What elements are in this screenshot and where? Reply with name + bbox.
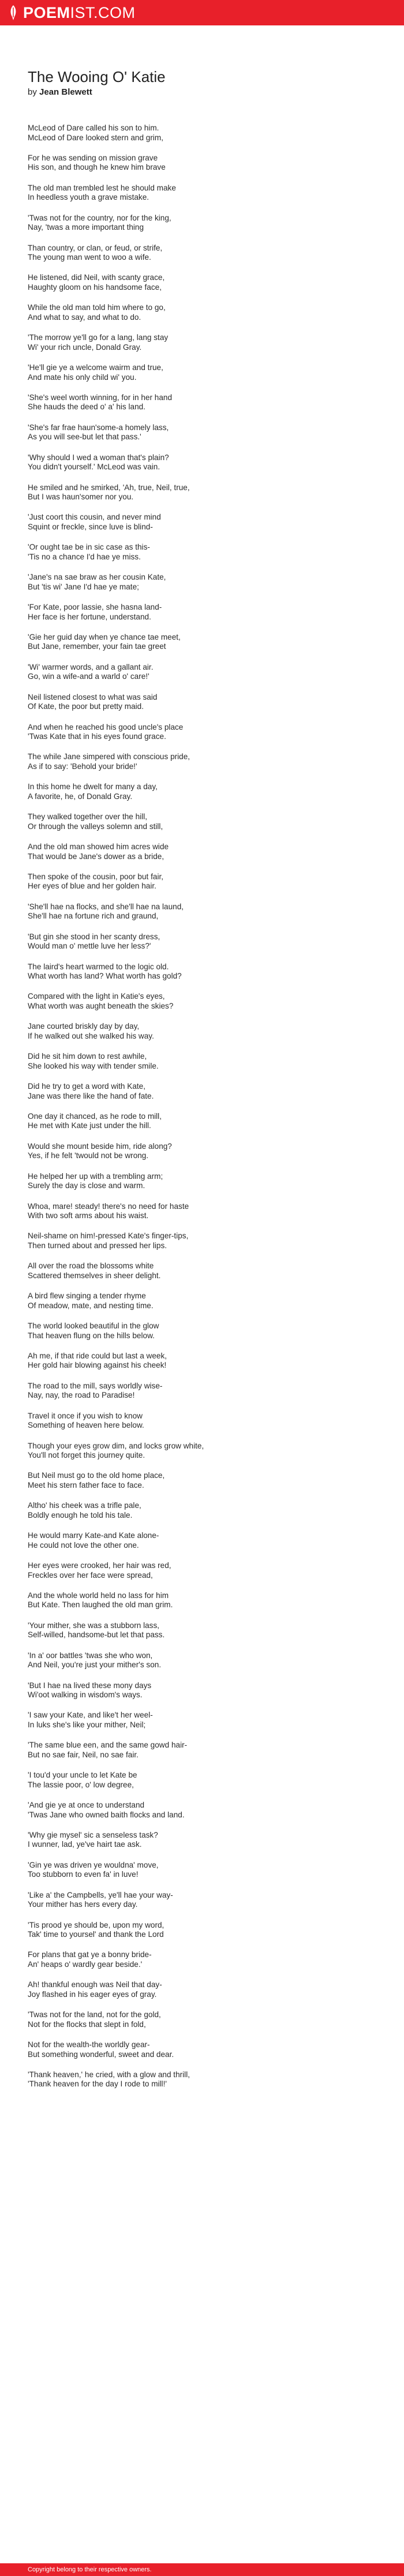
poem-line: 'She'll hae na flocks, and she'll hae na laund, [28, 902, 184, 911]
poem-line: Would man o' mettle luve her less?' [28, 942, 151, 951]
poem-line: Meet his stern father face to face. [28, 1480, 144, 1489]
poem-line: She'll hae na fortune rich and graund, [28, 912, 159, 921]
poem-line: A bird flew singing a tender rhyme [28, 1291, 146, 1301]
poem-line: If he walked out she walked his way. [28, 1031, 154, 1040]
poem-line: 'Or ought tae be in sic case as this- [28, 543, 150, 552]
poem-line: 'But I hae na lived these mony days [28, 1681, 152, 1690]
poem-line: But Neil must go to the old home place, [28, 1471, 165, 1480]
poem-line: But something wonderful, sweet and dear. [28, 2049, 174, 2059]
stanza [28, 1082, 374, 1101]
poem-line: Jane courted briskly day by day, [28, 1022, 140, 1031]
poem-line: As you will see-but let that pass.' [28, 432, 141, 442]
stanza [28, 752, 374, 771]
poem-line: Did he sit him down to rest awhile, [28, 1052, 147, 1061]
stanza [28, 154, 374, 173]
poem-line: Tak' time to yoursel' and thank the Lord [28, 1930, 164, 1939]
stanza [28, 1950, 374, 1969]
poem-line: 'I saw your Kate, and like't her weel- [28, 1711, 153, 1720]
quill-icon [8, 5, 18, 21]
poem-line: 'Wi' warmer words, and a gallant air. [28, 662, 154, 671]
poem-content [28, 68, 374, 2100]
poem-line: 'And gie ye at once to understand [28, 1801, 145, 1809]
top-bar [0, 0, 404, 25]
stanza [28, 1142, 374, 1161]
poem-line: But Kate. Then laughed the old man grim. [28, 1600, 173, 1610]
stanza [28, 1651, 374, 1670]
poem-line: Compared with the light in Katie's eyes, [28, 992, 165, 1001]
stanza [28, 962, 374, 981]
poem-line: McLeod of Dare looked stern and grim, [28, 133, 163, 142]
poem-line: Surely the day is close and warm. [28, 1181, 145, 1190]
poem-line: 'He'll gie ye a welcome wairm and true, [28, 363, 163, 372]
stanza [28, 1172, 374, 1191]
stanza [28, 1202, 374, 1221]
poem-line: But Jane, remember, your fain tae greet [28, 642, 166, 651]
poem-line: Scattered themselves in sheer delight. [28, 1271, 161, 1280]
poem-line: 'In a' oor battles 'twas she who won, [28, 1651, 153, 1660]
poem-line: 'Why should I wed a woman that's plain? [28, 453, 169, 462]
poem-line: For he was sending on mission grave [28, 153, 158, 162]
poem-line: In heedless youth a grave mistake. [28, 193, 149, 202]
poem-line: Ah me, if that ride could but last a week, [28, 1351, 167, 1360]
poem-line: Or through the valleys solemn and still, [28, 822, 163, 831]
poem-line: The road to the mill, says worldly wise- [28, 1381, 163, 1390]
poem-line: McLeod of Dare called his son to him. [28, 124, 159, 132]
poem-line: Self-willed, handsome-but let that pass. [28, 1630, 165, 1640]
stanza [28, 1112, 374, 1131]
poem-line: For plans that gat ye a bonny bride- [28, 1950, 152, 1959]
poem-line: That would be Jane's dower as a bride, [28, 852, 164, 861]
poem-line: Of meadow, mate, and nesting time. [28, 1301, 154, 1310]
poem-line: An' heaps o' wardly gear beside.' [28, 1959, 143, 1969]
poem-line: Of Kate, the poor but pretty maid. [28, 702, 144, 711]
poem-line: But I was haun'somer nor you. [28, 492, 134, 502]
poem-line: 'Twas Kate that in his eyes found grace. [28, 732, 166, 741]
poem-line: Too stubborn to even fa' in luve! [28, 1870, 139, 1879]
stanza [28, 1861, 374, 1880]
stanza [28, 1471, 374, 1490]
poem-line: 'Why gie mysel' sic a senseless task? [28, 1830, 158, 1839]
stanza [28, 842, 374, 861]
poem-line: Not for the wealth-the worldly gear- [28, 2040, 150, 2049]
poem-line: And what to say, and what to do. [28, 312, 141, 322]
poem-line: One day it chanced, as he rode to mill, [28, 1111, 162, 1121]
poem-line: 'Twas not for the land, not for the gold, [28, 2010, 161, 2019]
copyright-text: Copyright belong to their respective owners. [28, 2566, 152, 2573]
poem-line: The laird's heart warmed to the logic old. [28, 962, 169, 971]
logo-thin-text: IST.COM [70, 3, 136, 21]
poem-line: Something of heaven here below. [28, 1421, 144, 1430]
poem-line: 'Just coort this cousin, and never mind [28, 513, 161, 522]
poem-line: Her eyes were crooked, her hair was red, [28, 1561, 171, 1570]
poem-line: 'Gie her guid day when ye chance tae meet, [28, 632, 181, 641]
poem-line: 'Gin ye was driven ye wouldna' move, [28, 1860, 159, 1869]
poem-line: Her gold hair blowing against his cheek! [28, 1361, 167, 1370]
poem-line: She looked his way with tender smile. [28, 1061, 159, 1070]
poem-line: 'She's far frae haun'some-a homely lass, [28, 423, 169, 432]
stanza [28, 1231, 374, 1250]
poem-title: The Wooing O' Katie [28, 68, 166, 85]
stanza [28, 1022, 374, 1041]
stanza [28, 393, 374, 412]
stanza [28, 513, 374, 532]
poem-line: You didn't yourself.' McLeod was vain. [28, 462, 160, 472]
poem-line: Neil-shame on him!-pressed Kate's finger-tips, [28, 1231, 189, 1241]
footer [0, 2563, 404, 2576]
poem-line: But 'tis wi' Jane I'd hae ye mate; [28, 582, 139, 591]
stanza [28, 782, 374, 801]
poem-line: 'Twas not for the country, nor for the king, [28, 213, 171, 222]
poem-line: Whoa, mare! steady! there's no need for haste [28, 1201, 189, 1211]
stanza [28, 1442, 374, 1461]
poem-line: And the whole world held no lass for him [28, 1591, 169, 1600]
poem-line: In this home he dwelt for many a day, [28, 782, 158, 792]
stanza [28, 1352, 374, 1371]
poem-line: 'She's weel worth winning, for in her hand [28, 393, 173, 402]
poem-line: Not for the flocks that slept in fold, [28, 2019, 146, 2029]
stanza [28, 693, 374, 712]
stanza [28, 363, 374, 382]
poem-line: He smiled and he smirked, 'Ah, true, Neil, true, [28, 483, 190, 492]
poem-line: In luks she's like your mither, Neil; [28, 1720, 146, 1729]
stanza [28, 244, 374, 263]
poem-line: Would she mount beside him, ride along? [28, 1141, 172, 1151]
poem-line: 'The same blue een, and the same gowd hair- [28, 1741, 188, 1750]
stanza [28, 2070, 374, 2089]
poem-line: A favorite, he, of Donald Gray. [28, 792, 133, 801]
poem-line: Wi' your rich uncle, Donald Gray. [28, 342, 142, 352]
poem-line: Wi'oot walking in wisdom's ways. [28, 1690, 143, 1700]
logo-bold-text: POEM [23, 3, 70, 21]
stanza [28, 663, 374, 682]
poem-line: You'll not forget this journey quite. [28, 1451, 145, 1460]
stanza [28, 453, 374, 472]
poem-line: While the old man told him where to go, [28, 303, 166, 312]
poem-line: 'Like a' the Campbells, ye'll hae your way- [28, 1890, 173, 1899]
stanza [28, 1561, 374, 1580]
poem-line: Her face is her fortune, understand. [28, 612, 151, 621]
stanza [28, 1980, 374, 1999]
poem-line: The while Jane simpered with conscious pride, [28, 752, 190, 761]
poem-line: As if to say: 'Behold your bride!' [28, 761, 137, 771]
poem-line: 'For Kate, poor lassie, she hasna land- [28, 603, 162, 611]
poem-line: I wunner, lad, ye've hairt tae ask. [28, 1840, 142, 1849]
poem-line: The old man trembled lest he should make [28, 183, 176, 192]
poem-line: Nay, nay, the road to Paradise! [28, 1391, 135, 1400]
stanza [28, 1711, 374, 1730]
stanza [28, 1412, 374, 1431]
poem-line: Then spoke of the cousin, poor but fair, [28, 872, 164, 881]
poem-line: Freckles over her face were spread, [28, 1570, 153, 1580]
poem-line: And the old man showed him acres wide [28, 842, 169, 851]
stanza [28, 483, 374, 502]
poem-line: Then turned about and pressed her lips. [28, 1241, 167, 1250]
stanza [28, 1771, 374, 1790]
poem-line: His son, and though he knew him brave [28, 163, 166, 172]
poem-line: Than country, or clan, or feud, or strife, [28, 243, 163, 252]
poem-line: 'I tou'd your uncle to let Kate be [28, 1771, 137, 1780]
poem-line: 'The morrow ye'll go for a lang, lang stay [28, 333, 169, 342]
poem-line: 'Twas Jane who owned baith flocks and land. [28, 1810, 185, 1819]
stanza [28, 184, 374, 203]
poem-line: 'Thank heaven for the day I rode to mill!' [28, 2080, 167, 2089]
poem-line: Though your eyes grow dim, and locks grow white, [28, 1441, 204, 1450]
poem-line: And Neil, you're just your mither's son. [28, 1660, 162, 1670]
poem-line: Your mither has hers every day. [28, 1900, 138, 1909]
site-logo[interactable] [8, 4, 136, 22]
stanza [28, 1501, 374, 1520]
stanza [28, 273, 374, 292]
stanza [28, 573, 374, 592]
stanza [28, 992, 374, 1011]
poem-line: With two soft arms about his waist. [28, 1211, 149, 1220]
poem-line: 'But gin she stood in her scanty dress, [28, 932, 160, 941]
poem-line: Ah! thankful enough was Neil that day- [28, 1980, 162, 1989]
stanza [28, 1291, 374, 1311]
poem-line: Yes, if he felt 'twould not be wrong. [28, 1151, 149, 1160]
stanza [28, 932, 374, 951]
stanza [28, 1261, 374, 1280]
stanza [28, 1891, 374, 1910]
stanza [28, 543, 374, 562]
stanza [28, 1741, 374, 1760]
poem-line: Her eyes of blue and her golden hair. [28, 882, 156, 891]
stanza [28, 1801, 374, 1820]
poem-line: He would marry Kate-and Kate alone- [28, 1531, 159, 1540]
poem-line: Joy flashed in his eager eyes of gray. [28, 1989, 157, 1999]
stanza [28, 723, 374, 742]
poem-line: 'Thank heaven,' he cried, with a glow and thrill, [28, 2070, 190, 2079]
poem-line: She hauds the deed o' a' his land. [28, 402, 145, 412]
stanza [28, 1921, 374, 1940]
poem-line: 'Jane's na sae braw as her cousin Kate, [28, 573, 166, 582]
stanza [28, 812, 374, 831]
poem-line: 'Your mither, she was a stubborn lass, [28, 1621, 160, 1630]
stanza [28, 2010, 374, 2029]
poem-line: They walked together over the hill, [28, 812, 148, 822]
stanza [28, 1052, 374, 1071]
poem-line: What worth was aught beneath the skies? [28, 1001, 174, 1010]
stanza [28, 1531, 374, 1550]
poem-line: Altho' his cheek was a trifle pale, [28, 1501, 141, 1510]
poem-line: But no sae fair, Neil, no sae fair. [28, 1750, 139, 1759]
poem-line: Travel it once if you wish to know [28, 1411, 143, 1420]
stanza [28, 1621, 374, 1640]
poem-line: That heaven flung on the hills below. [28, 1331, 155, 1340]
stanza [28, 1681, 374, 1700]
poem-line: The lassie poor, o' low degree, [28, 1780, 134, 1789]
poem-line: The world looked beautiful in the glow [28, 1321, 159, 1330]
poem-line: And when he reached his good uncle's place [28, 722, 184, 731]
stanza [28, 124, 374, 143]
stanza [28, 2040, 374, 2059]
byline-prefix: by [28, 87, 37, 97]
stanza [28, 1321, 374, 1341]
poem-line: Haughty gloom on his handsome face, [28, 282, 162, 292]
poem-line: He could not love the other one. [28, 1540, 139, 1550]
poem-line: Squint or freckle, since luve is blind- [28, 522, 153, 531]
poem-line: 'Tis no a chance I'd hae ye miss. [28, 552, 141, 561]
poem-line: He met with Kate just under the hill. [28, 1121, 151, 1130]
poem-line: The young man went to woo a wife. [28, 253, 151, 262]
poem-line: He listened, did Neil, with scanty grace, [28, 273, 165, 282]
poem-line: Jane was there like the hand of fate. [28, 1091, 154, 1100]
poem-line: Neil listened closest to what was said [28, 692, 158, 701]
poem-line: 'Tis prood ye should be, upon my word, [28, 1920, 164, 1929]
author-link[interactable]: Jean Blewett [39, 87, 92, 97]
stanza [28, 214, 374, 233]
stanza [28, 902, 374, 921]
stanza [28, 872, 374, 891]
stanza [28, 423, 374, 442]
stanza [28, 303, 374, 322]
byline [28, 87, 374, 98]
poem-line: Boldly enough he told his tale. [28, 1510, 133, 1520]
poem-line: Go, win a wife-and a warld o' care!' [28, 672, 149, 681]
stanza [28, 1831, 374, 1850]
poem-line: He helped her up with a trembling arm; [28, 1171, 163, 1181]
stanza [28, 1591, 374, 1610]
poem-line: Did he try to get a word with Kate, [28, 1082, 146, 1091]
poem-line: And mate his only child wi' you. [28, 372, 137, 382]
stanza [28, 333, 374, 352]
poem-line: Nay, 'twas a more important thing [28, 223, 144, 232]
stanza [28, 603, 374, 622]
stanza [28, 633, 374, 652]
stanza [28, 1382, 374, 1401]
poem-body [28, 124, 374, 2089]
logo-wordmark [23, 4, 136, 22]
poem-line: What worth has land? What worth has gold? [28, 972, 182, 981]
poem-line: All over the road the blossoms white [28, 1261, 154, 1271]
